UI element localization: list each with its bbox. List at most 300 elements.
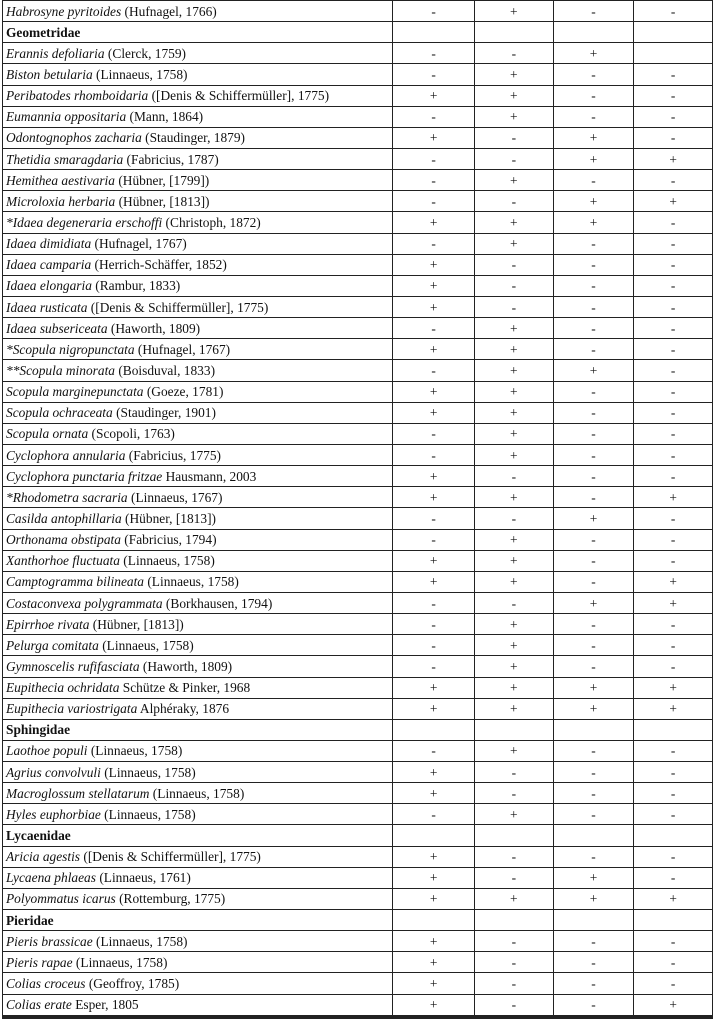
- species-name: Costaconvexa polygrammata: [6, 595, 163, 611]
- species-name-cell: [3, 191, 393, 212]
- presence-cell-1: +: [393, 762, 475, 783]
- species-author: (Linnaeus, 1758): [149, 785, 245, 801]
- presence-cell-2: -: [474, 994, 553, 1015]
- species-name: Thetidia smaragdaria: [6, 151, 124, 167]
- presence-cell-3: -: [553, 762, 634, 783]
- species-row: [3, 592, 713, 613]
- presence-cell-3: -: [553, 487, 634, 508]
- species-name-cell: [3, 571, 393, 592]
- species-author: (Staudinger, 1879): [141, 130, 246, 146]
- species-row: [3, 360, 713, 381]
- species-row: [3, 191, 713, 212]
- family-header-row: [3, 825, 713, 846]
- presence-cell-4: -: [634, 64, 713, 85]
- presence-cell-4: -: [634, 360, 713, 381]
- presence-cell-3: +: [553, 508, 634, 529]
- presence-cell-2: +: [474, 318, 553, 339]
- empty-cell: [393, 825, 475, 846]
- presence-cell-4: -: [634, 635, 713, 656]
- species-author: (Rambur, 1833): [91, 278, 181, 294]
- presence-cell-2: +: [474, 677, 553, 698]
- species-row: [3, 635, 713, 656]
- species-row: [3, 64, 713, 85]
- empty-cell: [553, 910, 634, 931]
- species-author: (Fabricius, 1794): [120, 532, 217, 548]
- species-author: (Hübner, [1799]): [114, 172, 210, 188]
- species-row: [3, 275, 713, 296]
- species-name-cell: [3, 508, 393, 529]
- presence-cell-3: -: [553, 804, 634, 825]
- presence-cell-1: +: [393, 254, 475, 275]
- presence-cell-3: -: [553, 466, 634, 487]
- species-row: [3, 402, 713, 423]
- species-row: [3, 423, 713, 444]
- species-name-cell: [3, 656, 393, 677]
- species-name: Idaea dimidiata: [6, 236, 92, 252]
- species-name-cell: [3, 318, 393, 339]
- species-author: (Hufnagel, 1767): [134, 341, 231, 357]
- presence-cell-4: -: [634, 402, 713, 423]
- species-author: (Linnaeus, 1758): [92, 933, 188, 949]
- presence-cell-3: +: [553, 867, 634, 888]
- presence-cell-4: -: [634, 170, 713, 191]
- species-author: (Linnaeus, 1767): [127, 489, 223, 505]
- species-name-cell: [3, 43, 393, 64]
- species-name-cell: [3, 698, 393, 719]
- presence-cell-3: -: [553, 339, 634, 360]
- presence-cell-1: -: [393, 656, 475, 677]
- presence-cell-1: -: [393, 1, 475, 22]
- presence-cell-3: -: [553, 783, 634, 804]
- presence-cell-2: -: [474, 275, 553, 296]
- presence-cell-1: -: [393, 804, 475, 825]
- presence-cell-2: +: [474, 212, 553, 233]
- species-name-cell: [3, 931, 393, 952]
- presence-cell-1: +: [393, 677, 475, 698]
- presence-cell-3: -: [553, 550, 634, 571]
- species-name-cell: [3, 423, 393, 444]
- presence-cell-3: -: [553, 973, 634, 994]
- species-row: [3, 550, 713, 571]
- presence-cell-3: +: [553, 43, 634, 64]
- presence-cell-3: -: [553, 614, 634, 635]
- species-name: Xanthorhoe fluctuata: [6, 553, 120, 569]
- presence-cell-3: -: [553, 275, 634, 296]
- species-name-cell: [3, 804, 393, 825]
- empty-cell: [634, 910, 713, 931]
- species-name: Orthonama obstipata: [6, 532, 121, 548]
- species-name: Colias croceus: [6, 976, 86, 992]
- presence-cell-1: +: [393, 127, 475, 148]
- species-author: (Linnaeus, 1758): [98, 637, 194, 653]
- empty-cell: [393, 910, 475, 931]
- species-name-cell: [3, 783, 393, 804]
- family-name: Sphingidae: [3, 719, 393, 740]
- species-name-cell: [3, 85, 393, 106]
- family-header-row: [3, 22, 713, 43]
- species-row: [3, 487, 713, 508]
- species-name-cell: [3, 677, 393, 698]
- empty-cell: [474, 22, 553, 43]
- presence-cell-4: -: [634, 423, 713, 444]
- presence-cell-2: +: [474, 529, 553, 550]
- species-name: Aricia agestis: [6, 849, 81, 865]
- species-name-cell: [3, 1, 393, 22]
- presence-cell-2: +: [474, 635, 553, 656]
- presence-cell-4: -: [634, 973, 713, 994]
- presence-cell-4: [634, 43, 713, 64]
- empty-cell: [474, 910, 553, 931]
- species-author: (Linnaeus, 1758): [100, 764, 196, 780]
- empty-cell: [553, 825, 634, 846]
- species-name-cell: [3, 402, 393, 423]
- presence-cell-1: +: [393, 466, 475, 487]
- species-name: Peribatodes rhomboidaria: [6, 88, 149, 104]
- presence-cell-4: -: [634, 931, 713, 952]
- presence-cell-4: -: [634, 339, 713, 360]
- presence-cell-4: -: [634, 656, 713, 677]
- presence-cell-3: +: [553, 360, 634, 381]
- species-name-cell: [3, 254, 393, 275]
- presence-cell-2: +: [474, 740, 553, 761]
- species-name: Polyommatus icarus: [6, 891, 116, 907]
- presence-cell-3: -: [553, 233, 634, 254]
- species-name: Idaea camparia: [6, 257, 92, 273]
- species-name-cell: [3, 762, 393, 783]
- species-author: Esper, 1805: [71, 997, 139, 1013]
- species-name: Laothoe populi: [6, 743, 88, 759]
- presence-cell-3: -: [553, 318, 634, 339]
- species-name: Agrius convolvuli: [6, 764, 101, 780]
- presence-cell-2: -: [474, 148, 553, 169]
- species-row: [3, 381, 713, 402]
- species-name: Gymnoscelis rufifasciata: [6, 658, 140, 674]
- presence-cell-2: +: [474, 487, 553, 508]
- presence-cell-3: -: [553, 740, 634, 761]
- presence-cell-1: +: [393, 973, 475, 994]
- presence-cell-3: -: [553, 296, 634, 317]
- species-name: Eupithecia variostrigata: [6, 701, 138, 717]
- species-row: [3, 698, 713, 719]
- species-author: (Clerck, 1759): [104, 45, 187, 61]
- species-name: Cyclophora annularia: [6, 447, 126, 463]
- species-row: [3, 888, 713, 909]
- species-name-cell: [3, 550, 393, 571]
- presence-cell-1: -: [393, 614, 475, 635]
- species-name-cell: [3, 867, 393, 888]
- species-table-body: [3, 1, 713, 1016]
- species-table: [2, 0, 713, 1016]
- species-name-cell: [3, 212, 393, 233]
- presence-cell-4: +: [634, 698, 713, 719]
- species-row: [3, 127, 713, 148]
- presence-cell-3: +: [553, 888, 634, 909]
- species-author: (Hübner, [1813]): [89, 616, 184, 632]
- species-name-cell: [3, 339, 393, 360]
- species-row: [3, 148, 713, 169]
- species-name-cell: [3, 846, 393, 867]
- species-name-cell: [3, 381, 393, 402]
- species-name-cell: [3, 170, 393, 191]
- presence-cell-3: -: [553, 381, 634, 402]
- presence-cell-2: +: [474, 64, 553, 85]
- species-author: (Fabricius, 1787): [123, 151, 219, 167]
- presence-cell-1: -: [393, 170, 475, 191]
- species-row: [3, 677, 713, 698]
- presence-cell-1: +: [393, 952, 475, 973]
- species-row: [3, 106, 713, 127]
- presence-cell-2: +: [474, 339, 553, 360]
- presence-cell-4: +: [634, 994, 713, 1015]
- species-row: [3, 931, 713, 952]
- species-row: [3, 846, 713, 867]
- species-name-cell: [3, 64, 393, 85]
- empty-cell: [393, 719, 475, 740]
- species-name: Microloxia herbaria: [6, 193, 116, 209]
- species-name: Pelurga comitata: [6, 637, 99, 653]
- species-row: [3, 43, 713, 64]
- presence-cell-2: +: [474, 106, 553, 127]
- species-author: (Haworth, 1809): [107, 320, 201, 336]
- species-name-cell: [3, 740, 393, 761]
- presence-cell-4: -: [634, 444, 713, 465]
- empty-cell: [474, 825, 553, 846]
- species-row: [3, 994, 713, 1015]
- species-name-cell: [3, 148, 393, 169]
- presence-cell-2: +: [474, 614, 553, 635]
- presence-cell-2: -: [474, 783, 553, 804]
- species-name: Colias erate: [6, 997, 72, 1013]
- presence-cell-4: -: [634, 614, 713, 635]
- species-row: [3, 973, 713, 994]
- presence-cell-3: -: [553, 85, 634, 106]
- presence-cell-3: -: [553, 106, 634, 127]
- presence-cell-4: -: [634, 296, 713, 317]
- presence-cell-2: -: [474, 592, 553, 613]
- presence-cell-4: -: [634, 233, 713, 254]
- species-author: (Rottemburg, 1775): [115, 891, 226, 907]
- presence-cell-1: +: [393, 381, 475, 402]
- presence-cell-3: -: [553, 994, 634, 1015]
- presence-cell-4: -: [634, 381, 713, 402]
- presence-cell-1: -: [393, 444, 475, 465]
- presence-cell-1: -: [393, 318, 475, 339]
- empty-cell: [634, 719, 713, 740]
- species-name-cell: [3, 635, 393, 656]
- empty-cell: [634, 825, 713, 846]
- species-author: Schütze & Pinker, 1968: [119, 680, 251, 696]
- presence-cell-2: -: [474, 846, 553, 867]
- presence-cell-2: -: [474, 952, 553, 973]
- species-name: Cyclophora punctaria fritzae: [6, 468, 163, 484]
- species-author: (Linnaeus, 1758): [92, 66, 188, 82]
- presence-cell-4: -: [634, 212, 713, 233]
- presence-cell-4: -: [634, 1, 713, 22]
- presence-cell-1: +: [393, 85, 475, 106]
- presence-cell-2: -: [474, 191, 553, 212]
- presence-cell-4: -: [634, 466, 713, 487]
- family-header-row: [3, 910, 713, 931]
- presence-cell-1: +: [393, 275, 475, 296]
- presence-cell-1: -: [393, 191, 475, 212]
- presence-cell-3: -: [553, 656, 634, 677]
- species-name: Biston betularia: [6, 66, 93, 82]
- presence-cell-4: +: [634, 888, 713, 909]
- species-row: [3, 318, 713, 339]
- species-author: (Christoph, 1872): [162, 214, 261, 230]
- species-name-cell: [3, 592, 393, 613]
- presence-cell-1: -: [393, 106, 475, 127]
- presence-cell-1: -: [393, 43, 475, 64]
- presence-cell-3: -: [553, 931, 634, 952]
- presence-cell-3: -: [553, 952, 634, 973]
- species-author: (Herrich-Schäffer, 1852): [91, 257, 227, 273]
- presence-cell-1: +: [393, 931, 475, 952]
- presence-cell-2: +: [474, 170, 553, 191]
- presence-cell-3: +: [553, 148, 634, 169]
- species-name: Hyles euphorbiae: [6, 806, 101, 822]
- presence-cell-2: -: [474, 867, 553, 888]
- presence-cell-1: +: [393, 783, 475, 804]
- species-name-cell: [3, 444, 393, 465]
- species-name-cell: [3, 994, 393, 1015]
- species-author: (Linnaeus, 1758): [72, 954, 168, 970]
- presence-cell-1: -: [393, 635, 475, 656]
- species-author: (Mann, 1864): [126, 109, 204, 125]
- presence-cell-1: +: [393, 571, 475, 592]
- presence-cell-1: +: [393, 402, 475, 423]
- presence-cell-3: -: [553, 64, 634, 85]
- presence-cell-1: +: [393, 994, 475, 1015]
- presence-cell-2: +: [474, 571, 553, 592]
- species-name-cell: [3, 973, 393, 994]
- species-author: Alphéraky, 1876: [137, 701, 230, 717]
- presence-cell-3: +: [553, 698, 634, 719]
- species-name-cell: [3, 127, 393, 148]
- species-row: [3, 804, 713, 825]
- presence-cell-2: +: [474, 360, 553, 381]
- species-author: (Hufnagel, 1767): [91, 236, 187, 252]
- presence-cell-4: -: [634, 85, 713, 106]
- presence-cell-4: -: [634, 804, 713, 825]
- species-author: (Staudinger, 1901): [112, 405, 216, 421]
- species-author: (Linnaeus, 1758): [100, 806, 196, 822]
- presence-cell-4: -: [634, 254, 713, 275]
- species-name: Idaea rusticata: [6, 299, 88, 315]
- species-row: [3, 233, 713, 254]
- presence-cell-1: +: [393, 846, 475, 867]
- presence-cell-3: +: [553, 127, 634, 148]
- presence-cell-4: -: [634, 508, 713, 529]
- empty-cell: [553, 719, 634, 740]
- presence-cell-2: +: [474, 804, 553, 825]
- species-row: [3, 254, 713, 275]
- presence-cell-3: -: [553, 846, 634, 867]
- species-name-cell: [3, 529, 393, 550]
- presence-cell-3: +: [553, 212, 634, 233]
- presence-cell-4: -: [634, 318, 713, 339]
- presence-cell-2: +: [474, 402, 553, 423]
- species-name: Scopula ornata: [6, 426, 89, 442]
- species-name: Lycaena phlaeas: [6, 870, 96, 886]
- presence-cell-4: +: [634, 148, 713, 169]
- species-name: *Scopula nigropunctata: [6, 341, 135, 357]
- species-name: Pieris rapae: [6, 954, 73, 970]
- presence-cell-1: -: [393, 508, 475, 529]
- presence-cell-4: -: [634, 106, 713, 127]
- presence-cell-1: +: [393, 888, 475, 909]
- presence-cell-2: +: [474, 550, 553, 571]
- presence-cell-4: -: [634, 127, 713, 148]
- species-name-cell: [3, 360, 393, 381]
- species-author: (Linnaeus, 1758): [144, 574, 239, 590]
- presence-cell-4: +: [634, 191, 713, 212]
- species-name-cell: [3, 106, 393, 127]
- presence-cell-3: -: [553, 170, 634, 191]
- species-row: [3, 529, 713, 550]
- presence-cell-1: -: [393, 64, 475, 85]
- species-name-cell: [3, 233, 393, 254]
- species-row: [3, 571, 713, 592]
- species-row: [3, 614, 713, 635]
- species-author: (Linnaeus, 1758): [87, 743, 183, 759]
- species-row: [3, 212, 713, 233]
- species-row: [3, 740, 713, 761]
- species-row: [3, 339, 713, 360]
- species-name: Epirrhoe rivata: [6, 616, 90, 632]
- species-row: [3, 466, 713, 487]
- species-row: [3, 85, 713, 106]
- presence-cell-2: -: [474, 508, 553, 529]
- presence-cell-3: +: [553, 191, 634, 212]
- presence-cell-3: -: [553, 571, 634, 592]
- species-author: (Hübner, [1813]): [115, 193, 210, 209]
- presence-cell-4: +: [634, 592, 713, 613]
- presence-cell-4: +: [634, 677, 713, 698]
- presence-cell-2: -: [474, 973, 553, 994]
- presence-cell-3: -: [553, 402, 634, 423]
- species-author: (Hufnagel, 1766): [121, 3, 217, 19]
- presence-cell-1: -: [393, 592, 475, 613]
- presence-cell-3: +: [553, 592, 634, 613]
- species-row: [3, 762, 713, 783]
- presence-cell-3: -: [553, 635, 634, 656]
- species-name-cell: [3, 888, 393, 909]
- presence-cell-1: -: [393, 233, 475, 254]
- species-row: [3, 656, 713, 677]
- presence-cell-2: -: [474, 254, 553, 275]
- presence-cell-4: -: [634, 550, 713, 571]
- family-name: Lycaenidae: [3, 825, 393, 846]
- presence-cell-4: -: [634, 846, 713, 867]
- species-row: [3, 170, 713, 191]
- species-author: (Hübner, [1813]): [121, 510, 216, 526]
- presence-cell-3: +: [553, 677, 634, 698]
- presence-cell-2: -: [474, 931, 553, 952]
- species-author: ([Denis & Schiffermüller], 1775): [148, 88, 330, 104]
- species-row: [3, 444, 713, 465]
- species-name: Casilda antophillaria: [6, 510, 122, 526]
- species-name: *Idaea degeneraria erschoffi: [6, 214, 163, 230]
- species-name-cell: [3, 952, 393, 973]
- empty-cell: [553, 22, 634, 43]
- presence-cell-4: -: [634, 952, 713, 973]
- presence-cell-4: -: [634, 762, 713, 783]
- presence-cell-1: +: [393, 296, 475, 317]
- presence-cell-1: -: [393, 423, 475, 444]
- species-name: Scopula ochraceata: [6, 405, 113, 421]
- species-name: Idaea subsericeata: [6, 320, 108, 336]
